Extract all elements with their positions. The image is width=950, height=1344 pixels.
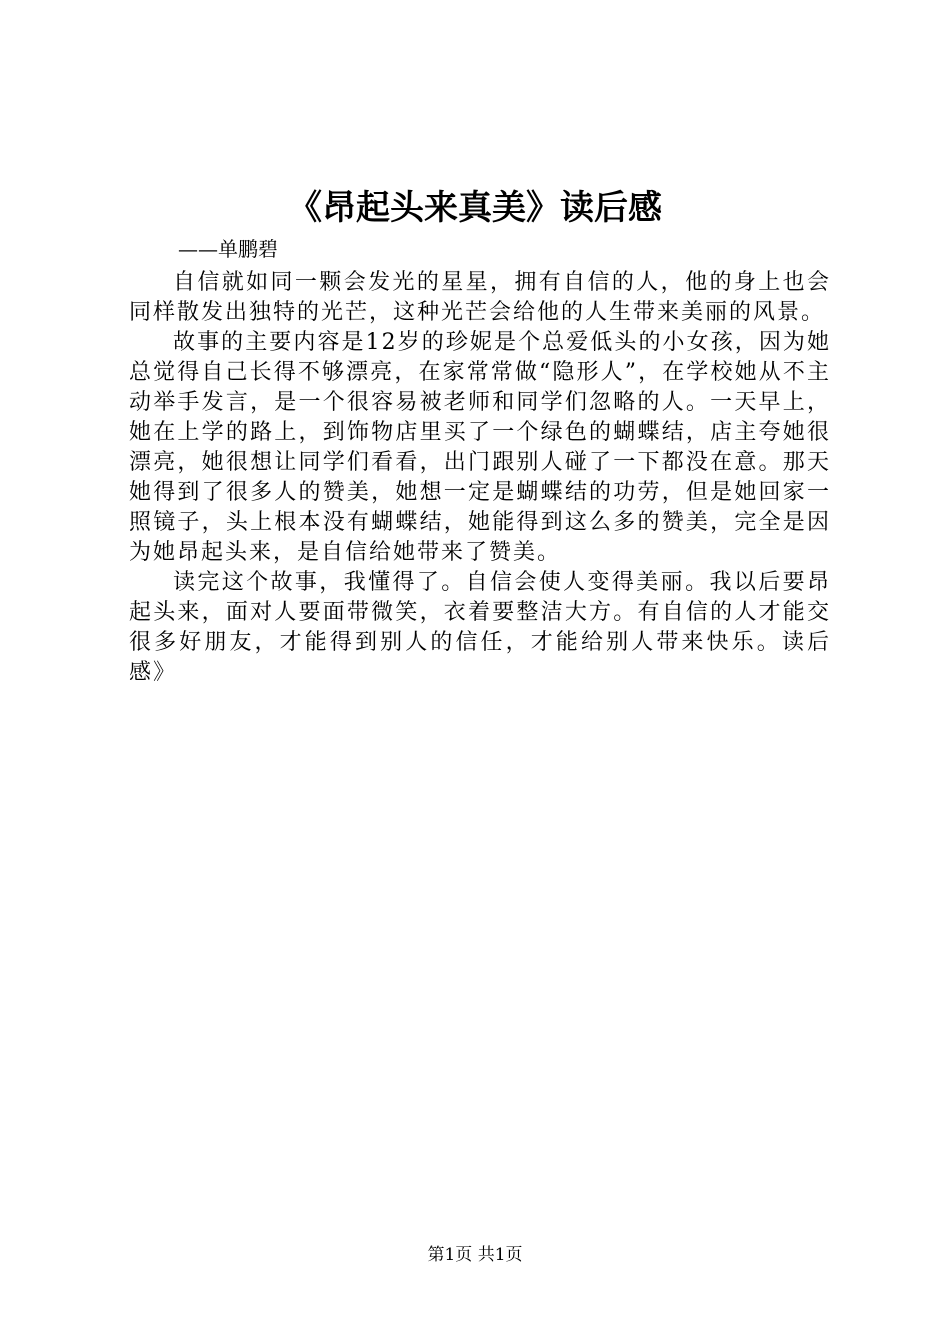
document-title: 《昂起头来真美》读后感 (288, 188, 662, 228)
document-body (129, 268, 831, 688)
paragraph-intro: 自信就如同一颗会发光的星星，拥有自信的人，他的身上也会同样散发出独特的光芒，这种光芒会给他的人生带来美丽的风景。 (129, 270, 831, 325)
paragraph-story: 故事的主要内容是12岁的珍妮是个总爱低头的小女孩，因为她总觉得自己长得不够漂亮，在家常常做“隐形人”，在学校她从不主动举手发言，是一个很容易被老师和同学们忽略的人。一天早上，她在上学的路上，到饰物店里买了一个绿色的蝴蝶结，店主夸她很漂亮，她很想让同学们看看，出门跟别人碰了一下都没在意。那天她得到了很多人的赞美，她想一定是蝴蝶结的功劳，但是她回家一照镜子，头上根本没有蝴蝶结，她能得到这么多的赞美，完全是因为她昂起头来，是自信给她带来了赞美。 (129, 330, 831, 565)
document-author: ——单鹏碧 (178, 237, 278, 261)
paragraph-reflection: 读完这个故事，我懂得了。自信会使人变得美丽。我以后要昂起头来，面对人要面带微笑，衣着要整洁大方。有自信的人才能交很多好朋友，才能得到别人的信任，才能给别人带来快乐。读后感》 (129, 570, 831, 685)
page-footer: 第1页 共1页 (427, 1245, 523, 1265)
